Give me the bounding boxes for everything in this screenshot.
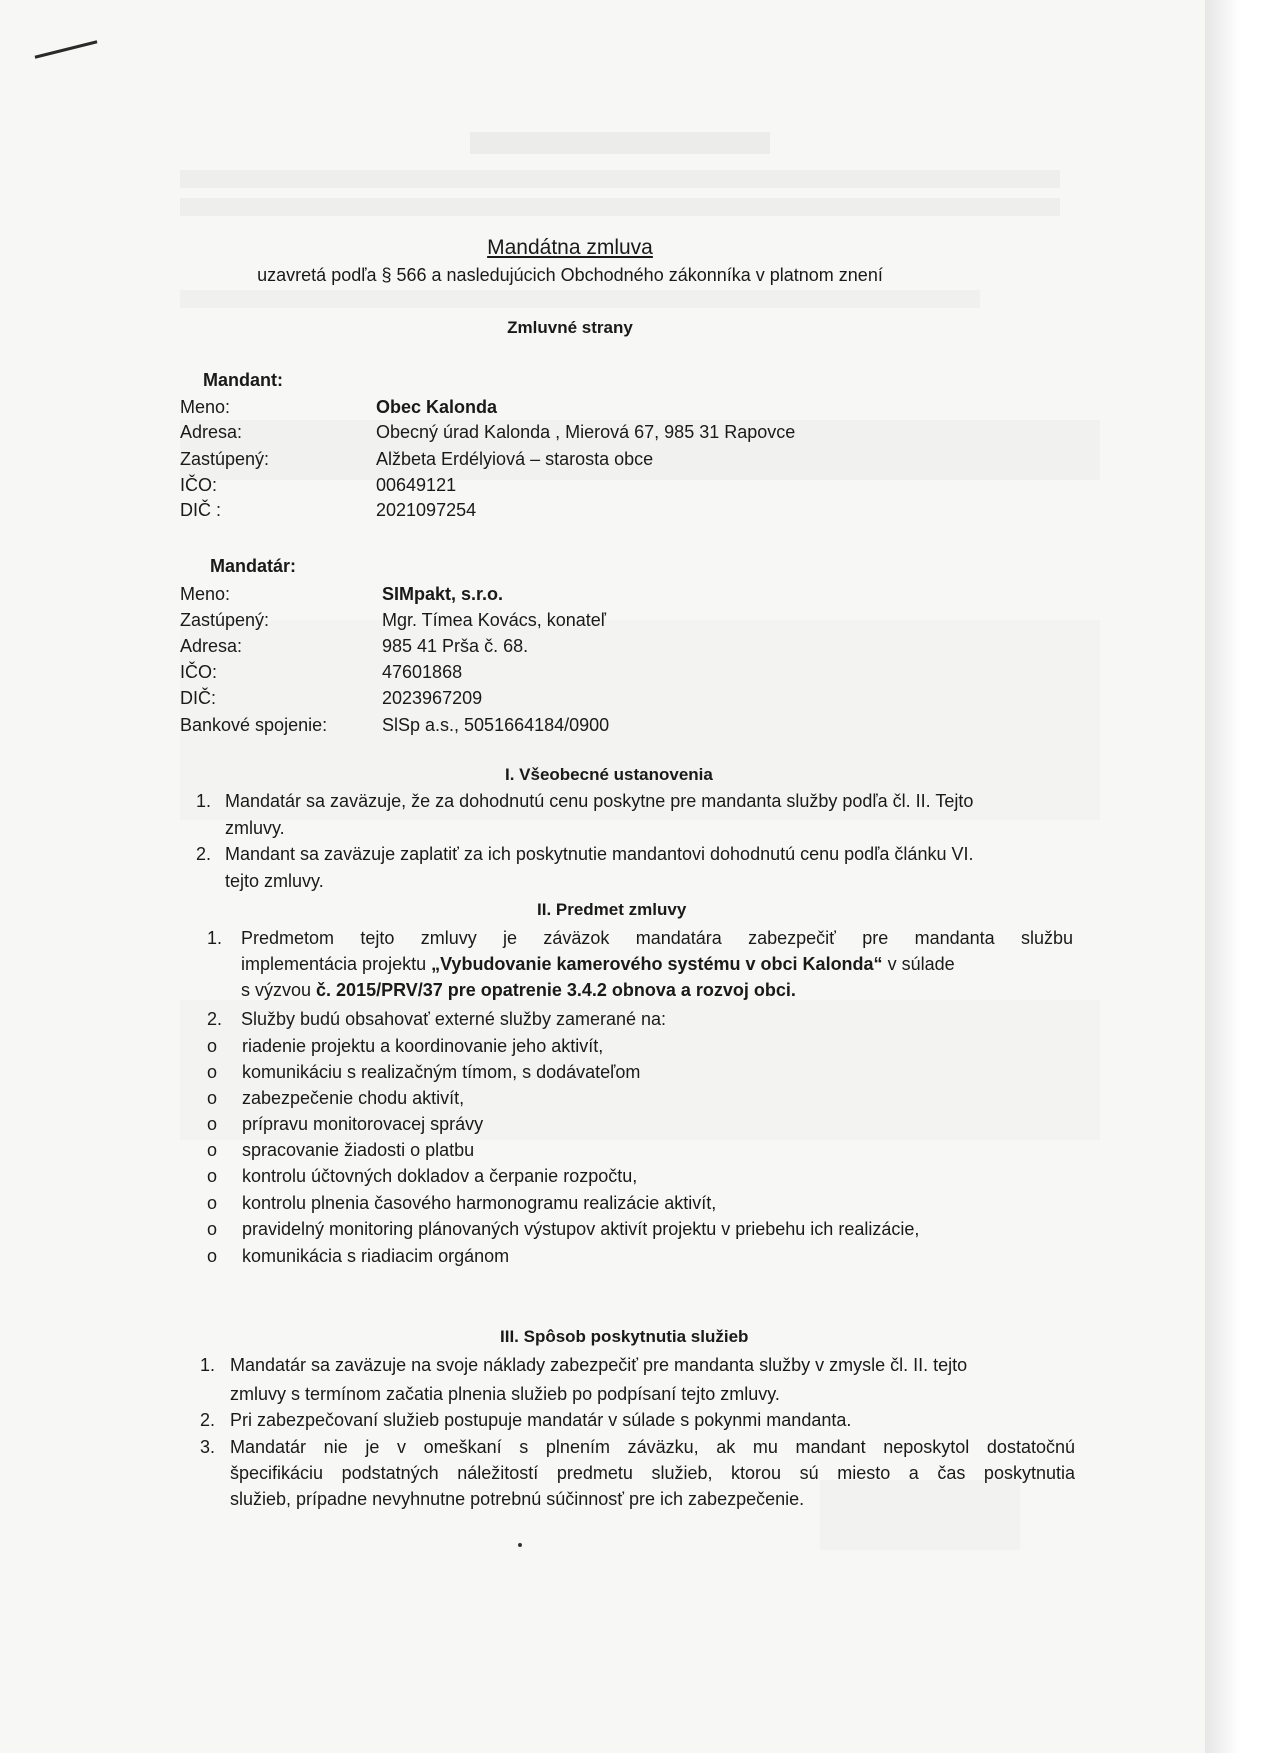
field-value: 2021097254	[376, 500, 477, 520]
item-text-line: Mandatár sa zaväzuje, že za dohodnutú cenu poskytne pre mandanta služby podľa čl. II. Tejto	[225, 791, 974, 811]
item-text-part: s výzvou	[241, 980, 317, 1000]
bullet-text: pravidelný monitoring plánovaných výstupov aktivít projektu v priebehu ich realizácie,	[242, 1219, 920, 1239]
section-3-heading: III. Spôsob poskytnutia služieb	[500, 1327, 749, 1346]
field-key: Meno:	[180, 397, 231, 417]
bullet-text: komunikáciu s realizačným tímom, s dodávateľom	[242, 1062, 641, 1082]
field-key: Bankové spojenie:	[180, 715, 328, 735]
item-number: 2.	[200, 1410, 216, 1430]
field-key: Adresa:	[180, 422, 243, 442]
field-key: IČO:	[180, 662, 218, 682]
item-text-line: špecifikáciu podstatných náležitostí predmetu služieb, ktorou sú miesto a čas poskytnutia	[230, 1463, 1075, 1483]
item-number: 1.	[200, 1355, 216, 1375]
bullet-marker: o	[207, 1114, 218, 1134]
item-text-line: Pri zabezpečovaní služieb postupuje mandatár v súlade s pokynmi mandanta.	[230, 1410, 852, 1430]
project-name: „Vybudovanie kamerového systému v obci Kalonda“	[431, 954, 883, 974]
section-2-heading: II. Predmet zmluvy	[537, 900, 687, 919]
bleed-through	[470, 132, 770, 154]
item-number: 1.	[196, 791, 212, 811]
document-title: Mandátna zmluva	[487, 236, 653, 259]
field-key: DIČ:	[180, 688, 216, 708]
mandatar-label: Mandatár:	[210, 556, 297, 576]
item-text-line: Mandatár sa zaväzuje na svoje náklady zabezpečiť pre mandanta služby v zmysle čl. II. tejto	[230, 1355, 968, 1375]
field-value: 00649121	[376, 475, 457, 495]
item-text-line	[241, 977, 1073, 1003]
item-number: 1.	[207, 928, 223, 948]
field-value: 985 41 Prša č. 68.	[382, 636, 529, 656]
bullet-text: komunikácia s riadiacim orgánom	[242, 1246, 510, 1266]
item-text	[241, 925, 1073, 1003]
document-subtitle: uzavretá podľa § 566 a nasledujúcich Obchodného zákonníka v platnom znení	[257, 265, 883, 285]
field-value: SIMpakt, s.r.o.	[382, 584, 504, 604]
field-key: DIČ :	[180, 500, 222, 520]
bullet-marker: o	[207, 1193, 218, 1213]
item-number: 2.	[196, 844, 212, 864]
item-text-part: implementácia projektu	[241, 954, 432, 974]
mandant-label: Mandant:	[203, 370, 283, 390]
bullet-text: kontrolu účtovných dokladov a čerpanie rozpočtu,	[242, 1166, 638, 1186]
field-value: Alžbeta Erdélyiová – starosta obce	[376, 449, 654, 469]
bullet-marker: o	[207, 1166, 218, 1186]
field-value: 2023967209	[382, 688, 483, 708]
call-reference: č. 2015/PRV/37 pre opatrenie 3.4.2 obnova a rozvoj obci.	[316, 980, 796, 1000]
bullet-marker: o	[207, 1088, 218, 1108]
bullet-marker: o	[207, 1219, 218, 1239]
field-key: Zastúpený:	[180, 610, 270, 630]
bullet-marker: o	[207, 1246, 218, 1266]
item-text-part: v súlade	[882, 954, 955, 974]
bullet-text: kontrolu plnenia časového harmonogramu realizácie aktivít,	[242, 1193, 717, 1213]
item-text-line: tejto zmluvy.	[225, 871, 324, 891]
field-value: 47601868	[382, 662, 463, 682]
bullet-text: spracovanie žiadosti o platbu	[242, 1140, 475, 1160]
item-text-line	[241, 951, 1073, 977]
item-text-line: služieb, prípadne nevyhnutne potrebnú súčinnosť pre ich zabezpečenie.	[230, 1489, 805, 1509]
field-value: Obecný úrad Kalonda , Mierová 67, 985 31 Rapovce	[376, 422, 796, 442]
item-text-line: Predmetom tejto zmluvy je záväzok mandatára zabezpečiť pre mandanta službu	[241, 928, 1073, 948]
bullet-marker: o	[207, 1140, 218, 1160]
item-text-line: Služby budú obsahovať externé služby zamerané na:	[241, 1009, 667, 1029]
item-text-line: Mandatár nie je v omeškaní s plnením záväzku, ak mu mandant neposkytol dostatočnú	[230, 1437, 1075, 1457]
item-text	[230, 1434, 1075, 1512]
section-1-heading: I. Všeobecné ustanovenia	[505, 765, 713, 784]
bleed-through	[180, 170, 1060, 188]
bullet-text: zabezpečenie chodu aktivít,	[242, 1088, 465, 1108]
bullet-text: prípravu monitorovacej správy	[242, 1114, 484, 1134]
pen-mark	[35, 40, 98, 58]
page-edge	[1205, 0, 1240, 1753]
bleed-through	[180, 290, 980, 308]
item-text-line: zmluvy.	[225, 818, 285, 838]
field-key: Meno:	[180, 584, 231, 604]
field-key: Zastúpený:	[180, 449, 270, 469]
field-key: IČO:	[180, 475, 218, 495]
field-key: Adresa:	[180, 636, 243, 656]
field-value: Mgr. Tímea Kovács, konateľ	[382, 610, 607, 630]
bullet-text: riadenie projektu a koordinovanie jeho aktivít,	[242, 1036, 604, 1056]
item-number: 3.	[200, 1437, 216, 1457]
ink-dot	[518, 1543, 522, 1547]
item-text-line: zmluvy s termínom začatia plnenia služieb po podpísaní tejto zmluvy.	[230, 1384, 780, 1404]
item-text-line: Mandant sa zaväzuje zaplatiť za ich poskytnutie mandantovi dohodnutú cenu podľa článku VI.	[225, 844, 974, 864]
field-value: SlSp a.s., 5051664184/0900	[382, 715, 610, 735]
item-number: 2.	[207, 1009, 223, 1029]
bullet-marker: o	[207, 1036, 218, 1056]
parties-heading: Zmluvné strany	[507, 318, 633, 337]
bleed-through	[180, 198, 1060, 216]
field-value: Obec Kalonda	[376, 397, 498, 417]
bullet-marker: o	[207, 1062, 218, 1082]
